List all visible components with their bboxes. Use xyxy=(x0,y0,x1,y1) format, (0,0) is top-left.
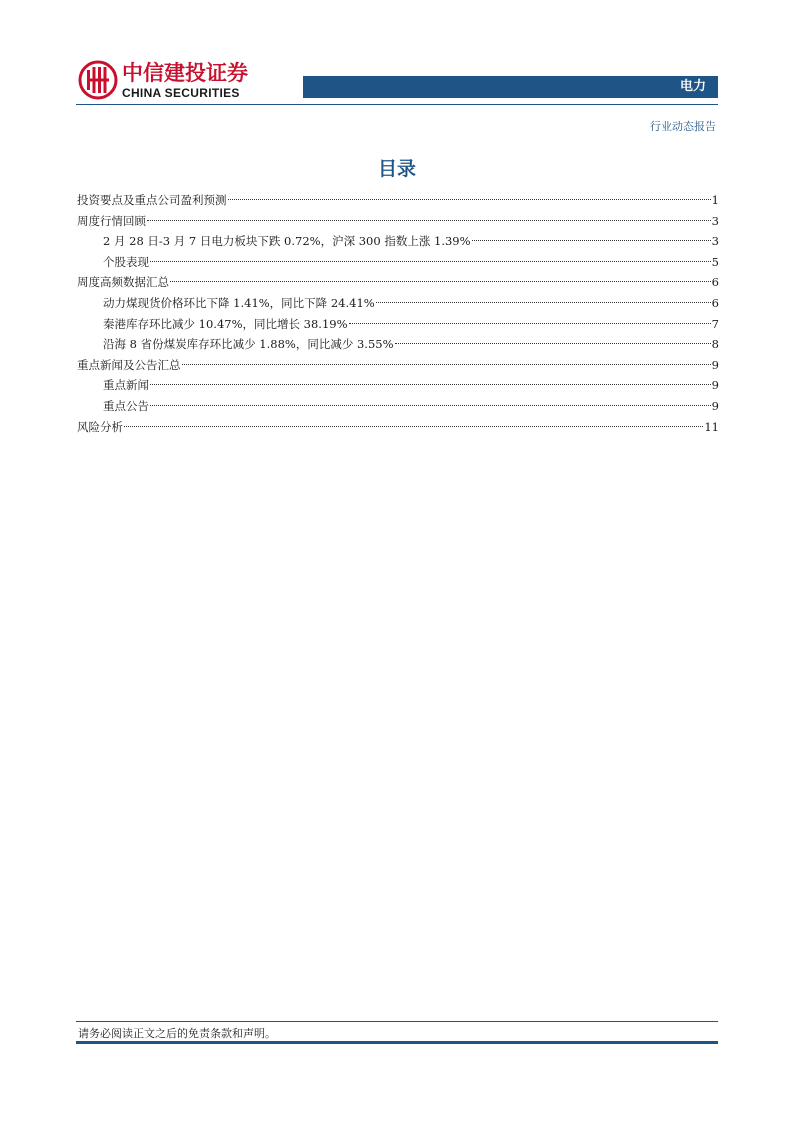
toc-title: 目录 xyxy=(377,158,416,180)
toc-entry[interactable] xyxy=(77,375,719,396)
toc-entry[interactable] xyxy=(77,355,719,376)
toc-entry-page: 9 xyxy=(711,357,719,372)
toc-leader xyxy=(349,323,711,324)
toc-entry[interactable] xyxy=(77,231,719,252)
toc-entry-text: 个股表现 xyxy=(103,254,149,269)
sector-label: 电力 xyxy=(679,79,706,94)
toc-entry[interactable] xyxy=(77,417,719,438)
sector-banner xyxy=(303,76,718,98)
logo-english-name: CHINA SECURITIES xyxy=(122,86,240,100)
toc-entry[interactable] xyxy=(77,396,719,417)
toc-leader xyxy=(150,384,711,385)
toc-entry[interactable] xyxy=(77,272,719,293)
toc-leader xyxy=(376,302,711,303)
toc-leader xyxy=(150,261,711,262)
toc-entry-text: 秦港库存环比减少 10.47%，同比增长 38.19% xyxy=(103,316,348,331)
table-of-contents xyxy=(77,190,719,437)
toc-entry-page: 9 xyxy=(711,378,719,393)
toc-entry-page: 1 xyxy=(711,193,719,207)
toc-entry-page: 9 xyxy=(711,398,719,413)
footer-divider xyxy=(76,1021,718,1022)
toc-entry-page: 5 xyxy=(711,254,719,269)
toc-leader xyxy=(228,199,711,200)
toc-entry-text: 重点新闻 xyxy=(103,378,149,393)
toc-entry-text: 沿海 8 省份煤炭库存环比减少 1.88%，同比减少 3.55% xyxy=(103,337,394,352)
toc-entry-page: 7 xyxy=(711,316,719,331)
toc-entry-text: 投资要点及重点公司盈利预测 xyxy=(77,193,227,207)
toc-entry-text: 周度行情回顾 xyxy=(77,213,146,228)
footer-bar xyxy=(76,1041,718,1044)
toc-entry[interactable] xyxy=(77,211,719,232)
logo-chinese-name: 中信建投证券 xyxy=(122,61,248,85)
toc-leader xyxy=(147,220,711,221)
toc-leader xyxy=(472,240,711,241)
toc-leader xyxy=(182,364,711,365)
toc-entry[interactable] xyxy=(77,314,719,335)
toc-entry-text: 2 月 28 日-3 月 7 日电力板块下跌 0.72%，沪深 300 指数上涨 1.39% xyxy=(103,234,471,249)
toc-leader xyxy=(395,343,711,344)
footer-disclaimer: 请务必阅读正文之后的免责条款和声明。 xyxy=(78,1027,276,1040)
toc-entry-page: 3 xyxy=(711,213,719,228)
toc-entry-page: 6 xyxy=(711,295,719,310)
toc-leader xyxy=(124,426,703,427)
header-divider xyxy=(76,104,718,105)
toc-entry-page: 8 xyxy=(711,337,719,352)
toc-entry-text: 周度高频数据汇总 xyxy=(77,275,169,290)
toc-entry-text: 动力煤现货价格环比下降 1.41%，同比下降 24.41% xyxy=(103,295,375,310)
toc-entry[interactable] xyxy=(77,190,719,211)
toc-entry[interactable] xyxy=(77,293,719,314)
toc-entry[interactable] xyxy=(77,252,719,273)
toc-entry-page: 11 xyxy=(704,419,719,434)
china-securities-logo-icon xyxy=(78,60,118,100)
company-logo xyxy=(78,60,253,102)
toc-entry-page: 3 xyxy=(711,234,719,249)
toc-entry-page: 6 xyxy=(711,275,719,290)
toc-entry-text: 风险分析 xyxy=(77,419,123,434)
report-type: 行业动态报告 xyxy=(650,120,716,133)
toc-leader xyxy=(150,405,711,406)
toc-entry-text: 重点公告 xyxy=(103,398,149,413)
toc-entry-text: 重点新闻及公告汇总 xyxy=(77,357,181,372)
toc-leader xyxy=(170,281,711,282)
toc-entry[interactable] xyxy=(77,334,719,355)
